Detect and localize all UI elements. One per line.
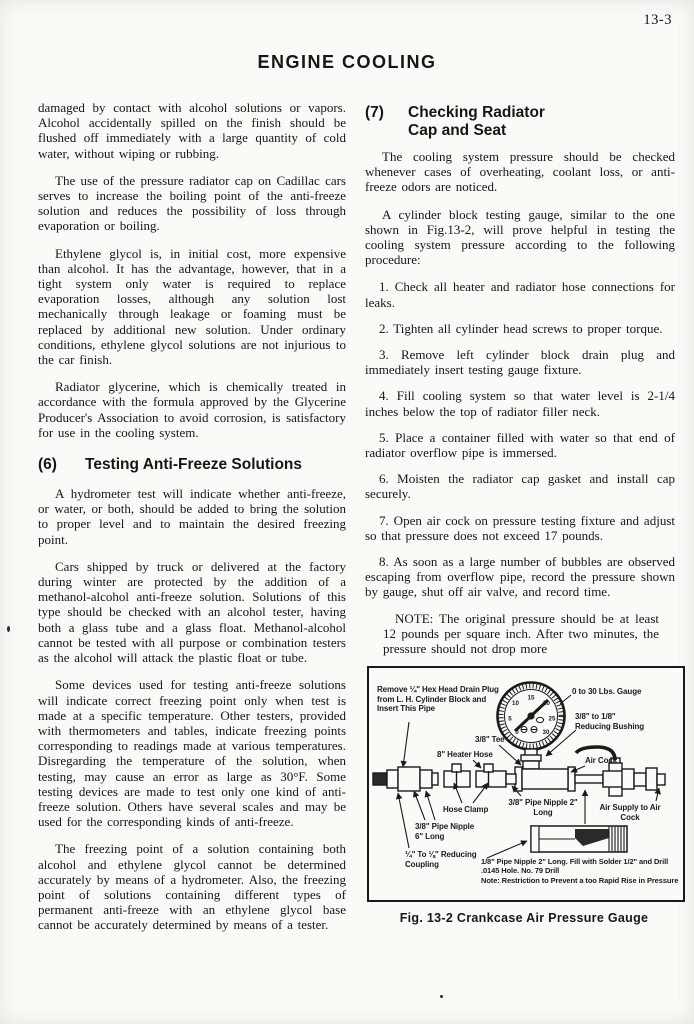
section-title: Testing Anti-Freeze Solutions (85, 456, 303, 474)
paragraph: Radiator glycerine, which is chemically treated in accordance with the formula approved by the Glycerine Producer's Association to avoid corrosion, is satisfactory for use in the cooling system. (38, 379, 346, 440)
svg-text:20: 20 (543, 700, 550, 708)
scan-artifact (7, 626, 10, 632)
step-item: 1. Check all heater and radiator hose connections for leaks. (365, 279, 675, 310)
paragraph: damaged by contact with alcohol solutions or vapors. Alcohol accidentally spilled on the finish should be flushed off immediately with a large quantity of cold water, without wiping or rubbing. (38, 100, 346, 161)
two-column-layout (38, 100, 679, 945)
paragraph: The cooling system pressure should be checked whenever cases of overheating, coolant loss, or anti-freeze odors are noticed. (365, 149, 675, 195)
svg-text:25: 25 (548, 715, 556, 723)
paragraph: Some devices used for testing anti-freeze solutions will indicate correct freezing point only when test is made at a specific temperature. Other testers, provided with thermometers and tables, indicate freezing points corresponding to readings made at various temperatures. Disregarding the temperature of the solution, when testing, may cause an error as large as 30°F. Some testing devices are made to test only one kind of anti-freeze solution. Others have several scales and may be used for the corresponding kinds of anti-freeze. (38, 677, 346, 830)
section-title: Checking Radiator Cap and Seat (408, 104, 545, 139)
page-number: 13-3 (643, 12, 672, 28)
label-air-supply: Air Supply to Air Cock (599, 803, 661, 822)
svg-text:5: 5 (508, 715, 512, 723)
figure-crankcase-air-pressure-gauge (367, 666, 685, 902)
tee-and-bushing (515, 749, 575, 791)
step-item: 5. Place a container filled with water so that end of radiator overflow pipe is immersed. (365, 429, 675, 461)
step-item: 2. Tighten all cylinder head screws to proper torque. (379, 320, 663, 336)
left-column (38, 100, 346, 945)
paragraph: The use of the pressure radiator cap on Cadillac cars serves to increase the boiling point of the anti-freeze solution and reduces the possibility of loss through evaporation or boiling. (38, 172, 346, 234)
figure-caption: Fig. 13-2 Crankcase Air Pressure Gauge (399, 911, 649, 926)
label-heater-hose: 8" Heater Hose (437, 750, 493, 760)
nipple-cutaway-inset (531, 826, 627, 852)
label-pipe-nipple-6: 3/8" Pipe Nipple 6" Long (415, 822, 475, 841)
svg-text:10: 10 (512, 700, 519, 708)
step-item: 6. Moisten the radiator cap gasket and install cap securely. (365, 471, 675, 502)
label-nipple-detail: 1/8" Pipe Nipple 2" Long. Fill with Solder 1/2" and Drill .0145 Hole. No. 79 Drill (481, 857, 669, 876)
label-reducing-coupling: ¼" To ⅛" Reducing Coupling (405, 850, 477, 869)
section-number: (6) (38, 456, 57, 474)
paragraph: A cylinder block testing gauge, similar to the one shown in Fig.13-2, will prove helpful in testing the cooling system pressure according to the following procedure: (365, 206, 675, 268)
step-item: 4. Fill cooling system so that water level is 2-1/4 inches below the top of radiator filler neck. (365, 388, 675, 419)
note-paragraph: NOTE: The original pressure should be at least 12 pounds per square inch. After two minutes, the pressure should not drop more (383, 610, 659, 657)
label-restriction-note: Note: Restriction to Prevent a too Rapid Rise in Pressure (481, 876, 679, 886)
paragraph: Ethylene glycol is, in initial cost, more expensive than alcohol. It has the advantage, however, that in a tight system only water is required to replace evaporation losses, although any solution lost mechanically through leakage or foaming must be replaced by additional new solution. Under ordinary conditions, ethylene glycol solutions are not injurious to the car finish. (38, 245, 346, 368)
step-item: 3. Remove left cylinder block drain plug and immediately insert testing gauge fixture. (365, 347, 675, 378)
label-pipe-nipple-2: 3/8" Pipe Nipple 2" Long (508, 798, 578, 817)
page-title: ENGINE COOLING (257, 52, 437, 72)
paragraph: A hydrometer test will indicate whether anti-freeze, or water, or both, should be added to bring the solution to proper level and to maintain the desired freezing point. (38, 486, 346, 547)
svg-text:15: 15 (527, 694, 535, 702)
paragraph: The freezing point of a solution containing both alcohol and ethylene glycol cannot be determined accurately by means of a hydrometer. Also, the freezing point of solutions containing different types of permanent anti-freeze with an ethylene glycol base cannot be accurately determined by means of a tester. (38, 841, 346, 933)
scan-artifact (440, 995, 443, 998)
section-7-heading (365, 104, 675, 140)
step-item: 7. Open air cock on pressure testing fixture and adjust so that pressure does not exceed 17 pounds. (365, 512, 675, 543)
label-air-cock: Air Cock (585, 756, 618, 766)
right-column (365, 100, 679, 945)
section-6-heading (38, 456, 346, 474)
svg-text:0: 0 (515, 729, 519, 737)
label-reducing-bushing: 3/8" to 1/8" Reducing Bushing (575, 712, 645, 731)
procedure-steps (365, 279, 675, 599)
section-number: (7) (365, 104, 384, 121)
step-item: 8. As soon as a large number of bubbles are observed escaping from overflow pipe, record the pressure shown by gauge, shut off air valve, and record time. (365, 554, 675, 600)
label-gauge: 0 to 30 Lbs. Gauge (572, 687, 642, 697)
svg-text:30: 30 (542, 729, 550, 737)
paragraph: Cars shipped by truck or delivered at the factory during winter are protected by the addition of a methanol-alcohol anti-freeze solution. Solutions of this type should be checked with an alcohol tester, having both a glass tube and a glass float. Methanol-alcohol cannot be tested with all purpose or combination testers as the alcohol will attack the plastic float or tube. (38, 558, 346, 666)
label-hose-clamp: Hose Clamp (443, 805, 489, 815)
label-tee: 3/8" Tee (475, 735, 505, 745)
label-drain-plug: Remove ¼" Hex Head Drain Plug from L. H. Cylinder Block and Insert This Pipe (377, 685, 499, 714)
